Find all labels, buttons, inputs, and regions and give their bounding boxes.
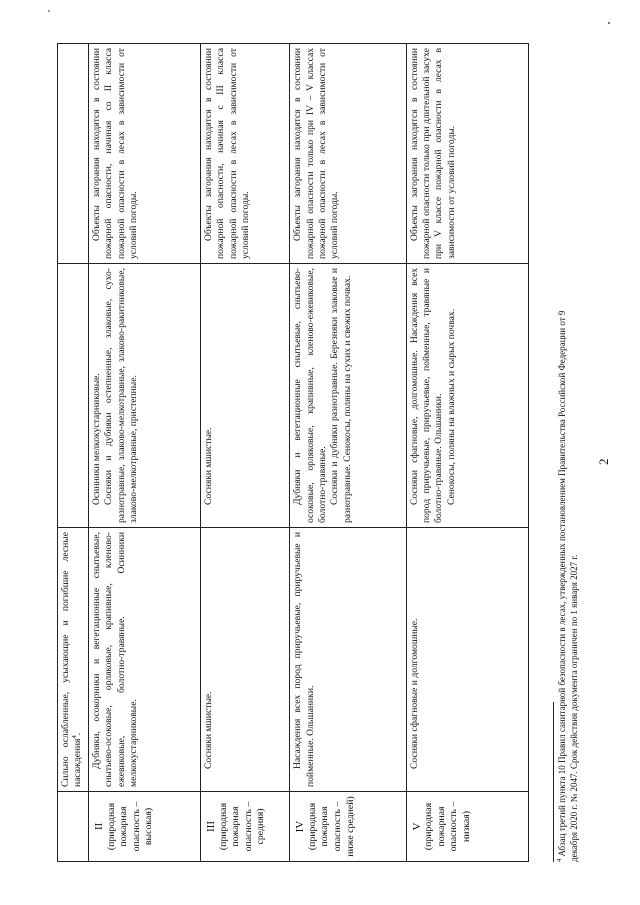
fire-hazard-table bbox=[57, 43, 529, 862]
forest-stands-cell bbox=[290, 264, 406, 528]
footnote-divider bbox=[553, 702, 554, 862]
ignition-objects-cell bbox=[290, 44, 406, 264]
cell-text: Насаждения всех пород приручьевые, приручьевые и пойменные. Ольшаники. bbox=[292, 532, 316, 787]
hazard-class-number: II bbox=[92, 822, 105, 831]
footnote-ref: 4 bbox=[71, 735, 79, 739]
cell-text: Объекты загорания находятся в состоянии пожарной опасности, начиная со II класса пожарной опасности в лесах в зависимости от условий погоды. bbox=[90, 48, 140, 259]
weakened-stands-cell bbox=[290, 528, 406, 792]
weakened-stands-cell bbox=[88, 528, 200, 792]
ignition-objects-cell bbox=[406, 44, 529, 264]
header-weakened-stands bbox=[58, 528, 89, 792]
forest-stands-cell bbox=[88, 264, 200, 528]
header-empty-cell bbox=[58, 792, 89, 862]
hazard-class-number: III bbox=[205, 821, 218, 832]
footnote-text: Абзац третий пункта 10 Правил санитарной безопасности в лесах, утвержденных постановлением Правительства Российской Федерации от 9 декабря 2020 г. № 2047. Срок действия документа ограничен по 1 января 2027 г. bbox=[557, 310, 579, 862]
hazard-class-label: (природная пожарная опасность – высокая) bbox=[105, 801, 155, 852]
ignition-objects-cell bbox=[201, 44, 290, 264]
cell-text: Дубняки, осокорники и вегетационные снытьевые, снытьево-осоковые, орляковые, крапивные, кленово-ежевиковые, болотно-травяные. Осинники мелкокустарниковые. bbox=[90, 532, 140, 787]
weakened-stands-cell bbox=[201, 528, 290, 792]
hazard-class-cell bbox=[201, 792, 290, 862]
hazard-class-number: V bbox=[410, 822, 423, 831]
hazard-class-cell bbox=[406, 792, 529, 862]
cell-text: Объекты загорания находятся в состоянии пожарной опасности только при длительной засухе при V классе пожарной опасности в лесах в зависимости от условий погоды. bbox=[408, 48, 457, 259]
hazard-class-label: (природная пожарная опасность – низкая) bbox=[423, 801, 472, 852]
header-text: Сильно ослабленные, усыхающие и погибшие лесные насаждения bbox=[60, 532, 84, 787]
hazard-class-label: (природная пожарная опасность – средняя) bbox=[217, 801, 267, 852]
cell-paragraph: Сосняки мшистые. bbox=[203, 427, 215, 505]
header-tail: . bbox=[72, 732, 84, 736]
table-row bbox=[406, 44, 529, 862]
cell-text: Сосняки мшистые. bbox=[203, 691, 215, 769]
cell-text: Сосняки сфагновые и долгомошные. bbox=[408, 618, 420, 769]
page-number: 2 bbox=[596, 458, 611, 465]
hazard-class-number: IV bbox=[294, 820, 307, 833]
cell-paragraph: Осинники мелкокустарниковые. bbox=[90, 373, 102, 505]
footnote bbox=[557, 302, 580, 862]
footnote-marker: 4 bbox=[556, 858, 563, 862]
cell-text: Объекты загорания находятся в состоянии пожарной опасности, начиная с III класса пожарной опасности в лесах в зависимости от условий погоды. bbox=[203, 48, 252, 259]
header-empty-cell bbox=[58, 44, 89, 264]
table-row bbox=[201, 44, 290, 862]
forest-stands-cell bbox=[201, 264, 290, 528]
cell-paragraph: Сенокосы, поляны на влажных и сырых почвах. bbox=[445, 308, 457, 505]
weakened-stands-cell bbox=[406, 528, 529, 792]
cell-paragraph: Сосняки и дубняки остепненные, злаковые, сухо-разнотравные, злаково-мелкотравные, злаково-ракитниковые, злаково-мелкотравные, пристепные. bbox=[103, 268, 140, 523]
forest-stands-cell bbox=[406, 264, 529, 528]
table-header-row bbox=[58, 44, 89, 862]
hazard-class-cell bbox=[88, 792, 200, 862]
header-empty-cell bbox=[58, 264, 89, 528]
cell-paragraph: Дубняки и вегетационные снытьевые, снытьево-осоковые, орляковые, крапивные, кленово-ежевиковые, болотно-травяные. bbox=[292, 268, 329, 523]
ignition-objects-cell bbox=[88, 44, 200, 264]
table-row bbox=[290, 44, 406, 862]
cell-paragraph: Сосняки сфагновые, долгомошные. Насаждения всех пород приручьевые, приручьевые, пойменные, травяные и болотно-травяные. Ольшаники. bbox=[408, 268, 445, 523]
hazard-class-cell bbox=[290, 792, 406, 862]
hazard-class-label: (природная пожарная опасность – ниже средней) bbox=[306, 796, 356, 857]
cell-paragraph: Сосняки и дубняки разнотравные. Березняки злаковые и разнотравные. Сенокосы, поляны на сухих и свежих почвах. bbox=[329, 268, 353, 523]
cell-text: Объекты загорания находятся в состоянии пожарной опасности только при IV – V классах пожарной опасности в лесах в зависимости от условий погоды. bbox=[292, 48, 341, 259]
table-row bbox=[88, 44, 200, 862]
